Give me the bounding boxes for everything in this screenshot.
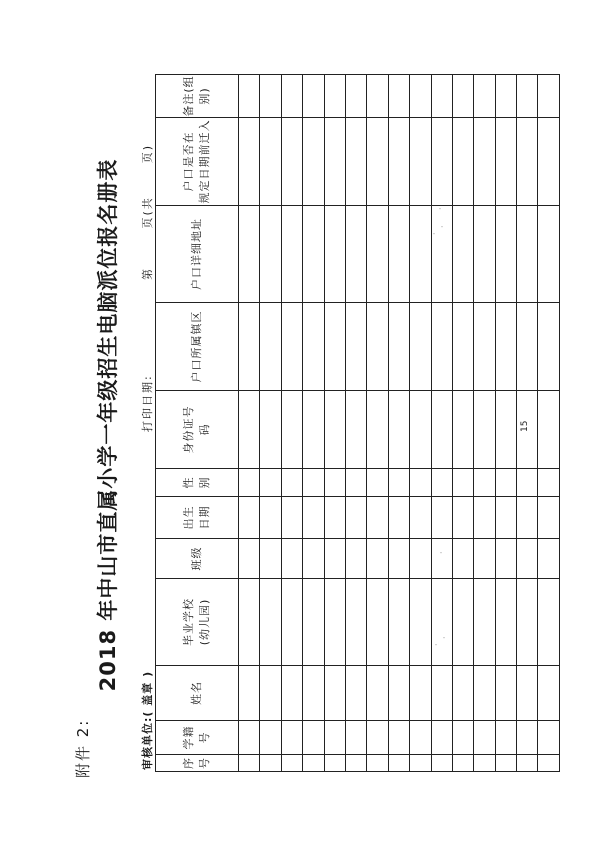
audit-unit-label: 审核单位:( 盖章 ) (141, 670, 154, 770)
table-cell (474, 469, 495, 497)
table-cell (495, 666, 516, 721)
table-cell (538, 539, 559, 579)
table-cell (410, 469, 431, 497)
table-cell (281, 721, 302, 755)
table-cell (303, 303, 324, 391)
table-cell (367, 666, 388, 721)
table-cell (239, 206, 260, 303)
table-cell (345, 579, 366, 666)
header-cell: 户口所属镇区 (156, 303, 239, 391)
table-cell (260, 75, 281, 118)
table-cell (474, 303, 495, 391)
table-cell (367, 118, 388, 206)
table-cell (388, 118, 409, 206)
table-cell (260, 755, 281, 772)
table-cell (474, 579, 495, 666)
table-cell (474, 391, 495, 469)
table-cell (517, 755, 538, 772)
header-cell: 出生 日期 (156, 497, 239, 539)
table-cell (303, 75, 324, 118)
header-cell: 户口是否在 规定日期前迁入 (156, 118, 239, 206)
table-cell (495, 721, 516, 755)
header-cell: 毕业学校 (幼儿园) (156, 579, 239, 666)
table-cell (431, 303, 452, 391)
table-cell (345, 75, 366, 118)
table-cell (388, 721, 409, 755)
table-cell (517, 75, 538, 118)
table-cell (324, 497, 345, 539)
header-cell: 姓名 (156, 666, 239, 721)
table-cell (495, 755, 516, 772)
table-row (410, 75, 431, 772)
table-cell (410, 206, 431, 303)
table-cell (260, 206, 281, 303)
header-cell: 班级 (156, 539, 239, 579)
table-row (495, 75, 516, 772)
table-cell (538, 579, 559, 666)
table-cell (431, 579, 452, 666)
table-cell (367, 539, 388, 579)
table-cell (388, 75, 409, 118)
table-cell (410, 539, 431, 579)
table-cell (538, 721, 559, 755)
table-cell (538, 75, 559, 118)
table-cell (281, 539, 302, 579)
table-cell (410, 579, 431, 666)
table-cell (260, 391, 281, 469)
table-cell (452, 539, 473, 579)
table-cell (410, 118, 431, 206)
header-cell: 备注(组别) (156, 75, 239, 118)
table-cell (410, 497, 431, 539)
table-cell (260, 118, 281, 206)
table-cell (324, 391, 345, 469)
table-cell (431, 391, 452, 469)
table-cell (345, 303, 366, 391)
table-cell (452, 206, 473, 303)
table-cell (538, 206, 559, 303)
table-cell (303, 539, 324, 579)
table-cell (367, 75, 388, 118)
header-cell: 身份证号 码 (156, 391, 239, 469)
table-cell (345, 539, 366, 579)
scan-speck: · (432, 643, 441, 646)
table-cell (474, 206, 495, 303)
table-cell (303, 721, 324, 755)
table-cell (367, 579, 388, 666)
table-cell (388, 206, 409, 303)
table-cell (388, 497, 409, 539)
table-cell (495, 579, 516, 666)
table-cell (260, 469, 281, 497)
table-cell (324, 721, 345, 755)
table-cell (431, 721, 452, 755)
table-cell (345, 469, 366, 497)
table-cell (303, 666, 324, 721)
table-cell (303, 118, 324, 206)
table-cell (239, 721, 260, 755)
table-cell (495, 539, 516, 579)
table-cell (431, 206, 452, 303)
table-cell (517, 303, 538, 391)
table-cell (410, 666, 431, 721)
table-cell (388, 666, 409, 721)
table-cell (345, 666, 366, 721)
table-cell (410, 303, 431, 391)
table-cell (345, 497, 366, 539)
table-cell (367, 391, 388, 469)
table-cell (303, 206, 324, 303)
table-cell (452, 497, 473, 539)
table-cell (239, 469, 260, 497)
table-cell (431, 118, 452, 206)
table-cell (538, 497, 559, 539)
header-cell: 性 别 (156, 469, 239, 497)
table-cell (239, 497, 260, 539)
table-cell (260, 666, 281, 721)
page-number: 15 (520, 420, 530, 432)
table-cell (495, 118, 516, 206)
attachment-label: 附件 2: (74, 718, 92, 778)
table-cell (431, 539, 452, 579)
table-cell (495, 206, 516, 303)
table-cell (324, 206, 345, 303)
table-cell (281, 118, 302, 206)
table-cell (345, 206, 366, 303)
table-header-row (156, 75, 239, 772)
table-cell (452, 469, 473, 497)
header-cell: 序 号 (156, 755, 239, 772)
table-cell (517, 666, 538, 721)
table-row (324, 75, 345, 772)
table-cell (324, 755, 345, 772)
table-cell (452, 579, 473, 666)
page-title: 2018 年中山市直属小学一年级招生电脑派位报名册表 (96, 158, 120, 692)
table-cell (367, 721, 388, 755)
table-cell (367, 497, 388, 539)
table-row (239, 75, 260, 772)
table-cell (474, 75, 495, 118)
table-cell (281, 497, 302, 539)
table-cell (303, 469, 324, 497)
table-cell (410, 75, 431, 118)
table-row (281, 75, 302, 772)
print-date-label: 打印日期: (141, 374, 154, 432)
table-cell (324, 469, 345, 497)
table-cell (517, 721, 538, 755)
table-cell (495, 303, 516, 391)
table-cell (388, 755, 409, 772)
table-row (452, 75, 473, 772)
registration-table (155, 74, 560, 772)
table-cell (239, 539, 260, 579)
table-cell (239, 118, 260, 206)
table-cell (345, 118, 366, 206)
table-cell (495, 391, 516, 469)
table-row (474, 75, 495, 772)
table-row (260, 75, 281, 772)
table-cell (410, 755, 431, 772)
header-cell: 学籍 号 (156, 721, 239, 755)
table-body (239, 75, 560, 772)
table-cell (367, 206, 388, 303)
table-cell (388, 391, 409, 469)
table-cell (474, 539, 495, 579)
table-cell (495, 497, 516, 539)
table-cell (281, 469, 302, 497)
table-cell (538, 666, 559, 721)
table-cell (452, 303, 473, 391)
table-cell (239, 75, 260, 118)
table-cell (324, 303, 345, 391)
table-cell (474, 118, 495, 206)
table-cell (260, 497, 281, 539)
table-cell (517, 469, 538, 497)
table-cell (474, 721, 495, 755)
table-cell (410, 391, 431, 469)
table-cell (388, 469, 409, 497)
table-cell (431, 666, 452, 721)
scan-speck: · (438, 225, 447, 228)
scan-speck: · (440, 636, 449, 639)
table-cell (281, 303, 302, 391)
table-cell (345, 721, 366, 755)
table-cell (388, 579, 409, 666)
table-cell (281, 206, 302, 303)
table-cell (367, 469, 388, 497)
table-cell (239, 303, 260, 391)
table-cell (517, 497, 538, 539)
table-cell (281, 579, 302, 666)
table-cell (452, 666, 473, 721)
table-row (367, 75, 388, 772)
table-cell (452, 721, 473, 755)
table-cell (538, 469, 559, 497)
table-cell (388, 303, 409, 391)
table-cell (474, 666, 495, 721)
table-cell (260, 303, 281, 391)
table-cell (388, 539, 409, 579)
page-info: 第 页(共 页) (141, 143, 154, 280)
table-cell (452, 75, 473, 118)
table-cell (517, 579, 538, 666)
header-cell: 户口详细地址 (156, 206, 239, 303)
table-cell (303, 755, 324, 772)
table-cell (517, 206, 538, 303)
table-cell (324, 539, 345, 579)
table-cell (538, 303, 559, 391)
table-cell (324, 666, 345, 721)
scan-speck: · (437, 551, 446, 554)
table-cell (538, 391, 559, 469)
table-row (303, 75, 324, 772)
scan-speck: · (430, 232, 439, 235)
table-cell (431, 497, 452, 539)
table-cell (281, 666, 302, 721)
table-cell (452, 755, 473, 772)
table-cell (260, 579, 281, 666)
table-cell (260, 539, 281, 579)
table-cell (474, 497, 495, 539)
table-cell (431, 469, 452, 497)
table-cell (367, 755, 388, 772)
table-cell (517, 539, 538, 579)
table-cell (239, 755, 260, 772)
table-cell (452, 118, 473, 206)
table-cell (324, 118, 345, 206)
table-cell (431, 755, 452, 772)
table-row (431, 75, 452, 772)
scan-speck: · (436, 207, 445, 210)
table-cell (303, 391, 324, 469)
table-cell (495, 75, 516, 118)
table-cell (495, 469, 516, 497)
table-cell (260, 721, 281, 755)
table-row (388, 75, 409, 772)
table-cell (281, 75, 302, 118)
table-cell (239, 579, 260, 666)
table-cell (345, 391, 366, 469)
table-cell (239, 391, 260, 469)
table-cell (281, 755, 302, 772)
table-row (538, 75, 559, 772)
table-cell (538, 118, 559, 206)
table-cell (452, 391, 473, 469)
table-row (345, 75, 366, 772)
table-cell (410, 721, 431, 755)
table-cell (324, 579, 345, 666)
table-cell (538, 755, 559, 772)
table-cell (324, 75, 345, 118)
table-cell (367, 303, 388, 391)
table-cell (281, 391, 302, 469)
table-cell (303, 497, 324, 539)
table-cell (345, 755, 366, 772)
table-cell (431, 75, 452, 118)
table-cell (239, 666, 260, 721)
table-cell (517, 118, 538, 206)
table-cell (303, 579, 324, 666)
table-cell (474, 755, 495, 772)
